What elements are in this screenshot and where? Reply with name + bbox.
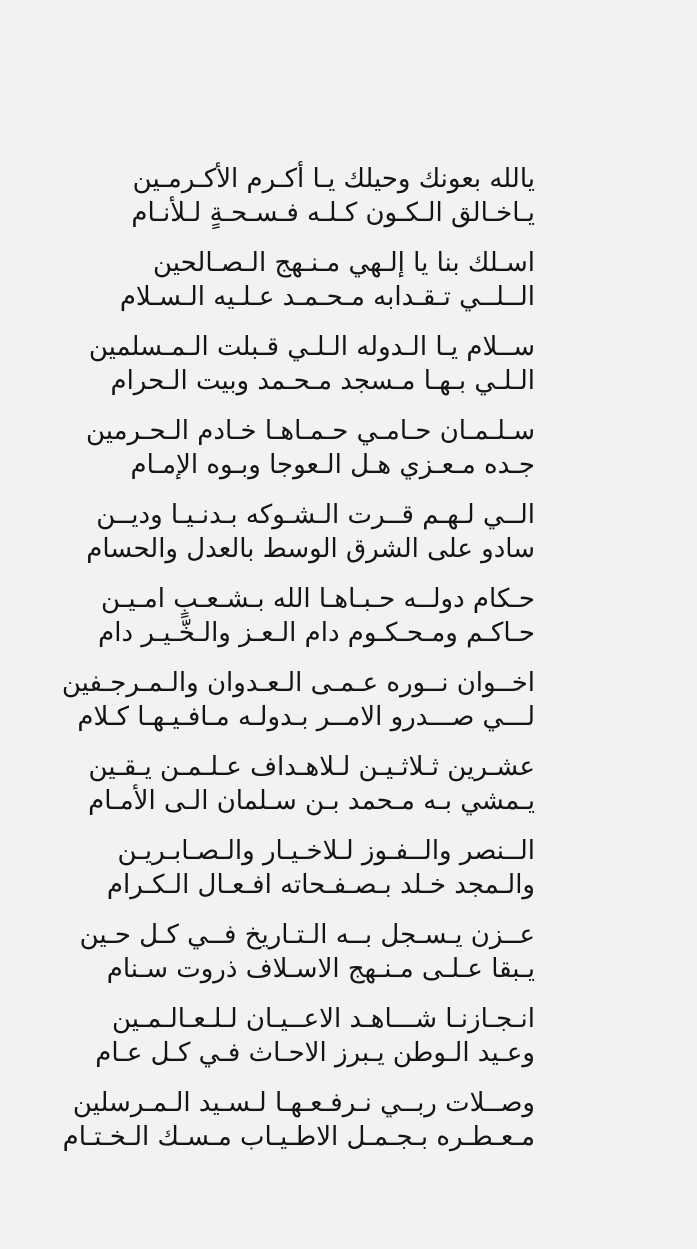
verse-line: الـلـي بـهـا مـسجد مـحـمد وبيت الـحرام (110, 366, 535, 396)
verse-line: الــنصر والــفـوز لـلاخـيـار والـصـابـريـن (117, 836, 535, 866)
verse-line: لـــي صـــدرو الامــر بـدولـه مـافـيـهـا كـلام (77, 702, 535, 732)
verse-line: حـكام دولــه حـبـاهـا الله بـشـعـبٍ امـيـن (100, 584, 535, 614)
verse-line: ســلام يـا الـدوله الـلـي قـبلت الـمـسلمين (88, 332, 535, 362)
verse-line: انـجـازنـا شـــاهـد الاعــيـان لـلـعـالـمـين (111, 1004, 535, 1034)
verse-line: حـاكـم ومـحـكـوم دام الـعـز والـخّـيـر دام (98, 618, 535, 648)
verse-line: اخــوان نــوره عـمـى الـعـدوان والـمـرجـفين (61, 668, 535, 698)
verse-line: يالله بعونك وحيلك يـا أكـرم الأكـرمـين (132, 164, 535, 194)
verse-line: عشـرين ثـلاثـيـن لـلاهـداف عـلـمـن يـقـين (88, 752, 535, 782)
verse-line: يـمشي بـه مـحمد بـن سـلمان الـى الأمـام (88, 786, 535, 816)
verse-line: والـمجد خـلد بـصـفـحاته افـعـال الـكـرام (106, 870, 535, 900)
verse-line: عــزن يـسـجل بــه الـتـاريخ فــي كـل حـين (79, 920, 535, 950)
verse-line: يـبقا عـلـى مـنـهج الاسـلاف ذروت سـنام (106, 954, 535, 984)
verse-line: سـلـمـان حـامـي حـمـاهـا خـادم الـحـرمين (85, 416, 535, 446)
verse-line: سادو على الشرق الوسط بالعدل والحسام (86, 534, 535, 564)
verse-line: جـده مـعـزي هـل الـعوجا وبـوه الإمـام (130, 450, 535, 480)
verse-line: الــلــي تـقـدابه مـحـمـد عـلـيه الـسـلام (119, 282, 535, 312)
verse-line: الــي لـهـم قــرت الـشـوكه بـدنـيـا وديــن (96, 500, 535, 530)
verse-line: يـاخـالق الـكـون كـلـه فـسـحـةٍ لـلأنـام (131, 198, 535, 228)
verse-line: وعـيد الـوطن يـبرز الاحـاث فـي كـل عـام (95, 1038, 535, 1068)
verse-line: مـعـطـره بـجـمـل الاطـيـاب مـسـك الـخـتـام (62, 1122, 535, 1152)
verse-line: اسـلك بنا يا إلـهي مـنـهج الـصـالحين (152, 248, 535, 278)
verse-line: وصــلات ربــي نـرفـعـهـا لـسـيد الـمـرسلين (72, 1088, 535, 1118)
